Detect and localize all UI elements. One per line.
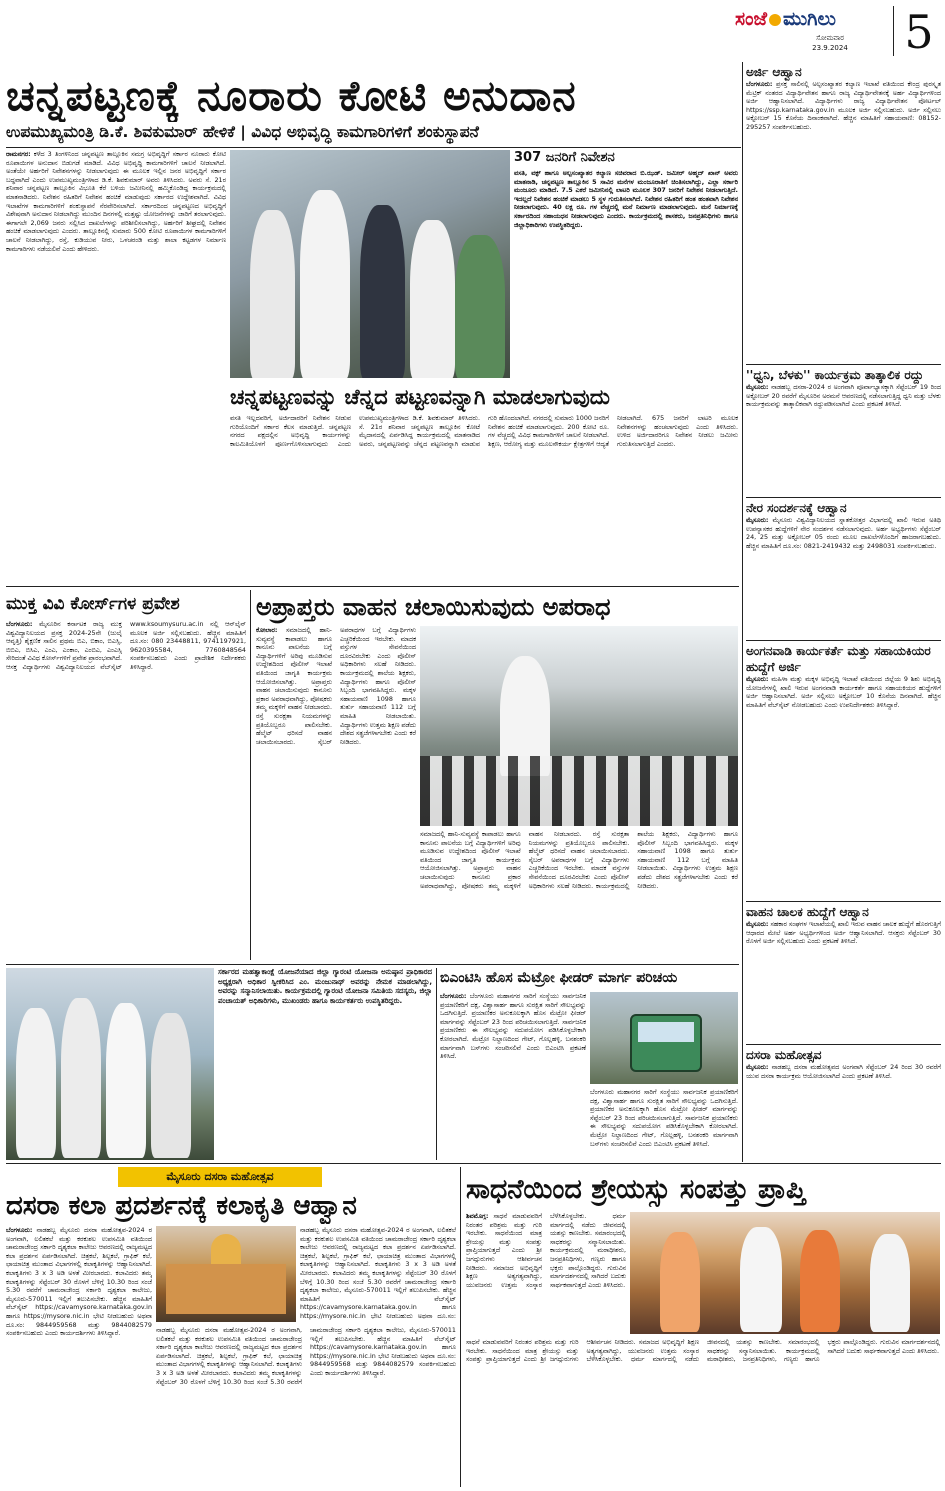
masthead xyxy=(735,4,941,60)
dasara-art-body-mid: ನಾಡಹಬ್ಬ ಮೈಸೂರು ದಸರಾ ಮಹೋತ್ಸವ-2024 ರ ಅಂಗವಾಗಿ, ಲಲಿತಕಲೆ ಮತ್ತು ಕರಕುಶಲ ಉಪಸಮಿತಿ ವತಿಯಿಂದ ಚಾಮರಾಜೇಂದ್ರ ಸರ್ಕಾರಿ ದೃಶ್ಯಕಲಾ ಕಾಲೇಜು ಆವರಣದಲ್ಲಿ ರಾಜ್ಯಮಟ್ಟದ ಕಲಾ ಪ್ರದರ್ಶನ ಏರ್ಪಡಿಸಲಾಗಿದೆ. ಚಿತ್ರಕಲೆ, ಶಿಲ್ಪಕಲೆ, ಗ್ರಾಫಿಕ್ ಕಲೆ, ಛಾಯಾಚಿತ್ರ ಮುಂತಾದ ವಿಭಾಗಗಳಲ್ಲಿ ಕಲಾಕೃತಿಗಳನ್ನು ಆಹ್ವಾನಿಸಲಾಗಿದೆ. ಕಲಾಕೃತಿಗಳು 3 x 3 ಅಡಿ ಅಳತೆ ಮೀರಬಾರದು. ಕಲಾವಿದರು ತಮ್ಮ ಕಲಾಕೃತಿಗಳನ್ನು ಸೆಪ್ಟೆಂಬರ್ 30 ರೊಳಗೆ ಬೆಳಿಗ್ಗೆ 10.30 ರಿಂದ ಸಂಜೆ 5.30 ರವರೆಗೆ ಚಾಮರಾಜೇಂದ್ರ ಸರ್ಕಾರಿ ದೃಶ್ಯಕಲಾ ಕಾಲೇಜು, ಮೈಸೂರು-570011 ಇಲ್ಲಿಗೆ ತಲುಪಿಸಬೇಕು. ಹೆಚ್ಚಿನ ಮಾಹಿತಿಗೆ ವೆಬ್‌ಸೈಟ್ https://cavamysore.karnataka.gov.in ಹಾಗೂ https://mysore.nic.in ಭೇಟಿ ನೀಡಬಹುದು ಅಥವಾ ದೂ.ಸಂ: xyxy=(300,1226,456,1320)
masthead-divider xyxy=(893,6,894,56)
lead-body xyxy=(6,150,226,582)
dasara-kicker: ಮೈಸೂರು: xyxy=(746,1063,769,1071)
photo-figure xyxy=(800,1230,840,1332)
photo-figure xyxy=(16,1008,56,1158)
metro-text: ಬೆಂಗಳೂರು ಮಹಾನಗರ ಸಾರಿಗೆ ಸಂಸ್ಥೆಯು ಸಾರ್ವಜನಿಕ ಪ್ರಯಾಣಿಕರಿಗೆ ದಕ್ಷ, ವಿಶ್ವಾಸಾರ್ಹ ಹಾಗೂ ಸುರಕ್ಷಿತ ಸಾರಿಗೆ ಸೌಲಭ್ಯವನ್ನು ಒದಗಿಸುತ್ತಿದೆ. ಪ್ರಯಾಣಿಕರ ಅನುಕೂಲಕ್ಕಾಗಿ ಹೊಸ ಮೆಟ್ರೋ ಫೀಡರ್ ಮಾರ್ಗವನ್ನು ಸೆಪ್ಟೆಂಬರ್ 23 ರಿಂದ ಪರಿಚಯಿಸಲಾಗುತ್ತಿದೆ. ಸಾರ್ವಜನಿಕ ಪ್ರಯಾಣಿಕರು ಈ ಸೌಲಭ್ಯವನ್ನು ಸದುಪಯೋಗ ಪಡಿಸಿಕೊಳ್ಳಬೇಕಾಗಿ ಕೋರಲಾಗಿದೆ. ಮೆಟ್ರೋ ನಿಲ್ದಾಣದಿಂದ ಗೇಟ್, ಗೊಲ್ಲಹಳ್ಳಿ, ಬನಶಂಕರಿ ಮಾರ್ಗವಾಗಿ ಬಸ್‌ಗಳು ಸಂಚರಿಸಲಿವೆ ಎಂದು ಬಿಎಂಟಿಸಿ ಪ್ರಕಟಣೆ ತಿಳಿಸಿದೆ. xyxy=(440,992,586,1061)
minor-driving-kicker: ಕೋಲಾರ: xyxy=(256,626,278,634)
minor-driving-photo xyxy=(420,626,738,826)
direct-interview-body xyxy=(746,516,941,550)
achievement-text: ಸಾಧನೆ ಮಾಡುವವರಿಗೆ ನಿರಂತರ ಪರಿಶ್ರಮ ಮತ್ತು ಗುರಿ ಇರಬೇಕು. ಸಾಧನೆಯಿಂದ ಮಾತ್ರ ಶ್ರೇಯಸ್ಸು ಮತ್ತು ಸಂಪತ್ತು ಪ್ರಾಪ್ತಿಯಾಗುತ್ತದೆ ಎಂದು ಶ್ರೀ ಜಗದ್ಗುರುಗಳು ಆಶೀರ್ವಚನ ನೀಡಿದರು. ಸಮಾಜದ ಅಭಿವೃದ್ಧಿಗೆ ಶಿಕ್ಷಣ ಅತ್ಯಗತ್ಯವಾಗಿದ್ದು, ಯುವಜನರು ಉತ್ತಮ ಸಂಸ್ಕಾರ ಬೆಳೆಸಿಕೊಳ್ಳಬೇಕು. ಧರ್ಮ ಮಾರ್ಗದಲ್ಲಿ ನಡೆದು ಜೀವನದಲ್ಲಿ ಯಶಸ್ಸು ಕಾಣಬೇಕು. ಸಮಾರಂಭದಲ್ಲಿ ಸಾಧಕರನ್ನು ಸನ್ಮಾನಿಸಲಾಯಿತು. ಕಾರ್ಯಕ್ರಮದಲ್ಲಿ ಮಠಾಧೀಶರು, ಜನಪ್ರತಿನಿಧಿಗಳು, ಗಣ್ಯರು ಹಾಗೂ ಭಕ್ತರು ಪಾಲ್ಗೊಂಡಿದ್ದರು. ಗುರುವಿನ ಮಾರ್ಗದರ್ಶನದಲ್ಲಿ ಸಾಗಿದರೆ ಬದುಕು ಸಾರ್ಥಕವಾಗುತ್ತದೆ ಎಂದು ತಿಳಿಸಿದರು. xyxy=(466,1212,626,1289)
anganwadi-title: ಅಂಗನವಾಡಿ ಕಾರ್ಯಕರ್ತೆ ಮತ್ತು ಸಹಾಯಕಿಯರ ಹುದ್ದೆಗೆ ಅರ್ಜಿ xyxy=(746,644,931,674)
photo-figure xyxy=(455,235,505,378)
bus-photo xyxy=(590,992,738,1084)
lead-photo xyxy=(230,150,510,378)
driver-post-text: ಸಹಕಾರ ಸಂಘಗಳ ಇಲಾಖೆಯಲ್ಲಿ ಖಾಲಿ ಇರುವ ವಾಹನ ಚಾಲಕ ಹುದ್ದೆಗೆ ಹೊರಗುತ್ತಿಗೆ ಆಧಾರದ ಮೇಲೆ ಅರ್ಹ ಅಭ್ಯರ್ಥಿಗಳಿಂದ ಅರ್ಜಿ ಆಹ್ವಾನಿಸಲಾಗಿದೆ. ಆಸಕ್ತರು ಸೆಪ್ಟೆಂಬರ್ 30 ರೊಳಗೆ ಅರ್ಜಿ ಸಲ್ಲಿಸಬಹುದು ಎಂದು ಪ್ರಕಟಣೆ ತಿಳಿಸಿದೆ. xyxy=(746,920,941,946)
program-cancelled-title: ''ಧ್ವನಿ, ಬೆಳಕು'' ಕಾರ್ಯಕ್ರಮ ತಾತ್ಕಾಲಿಕ ರದ್ದು xyxy=(746,368,924,382)
caption-photo xyxy=(6,968,214,1160)
lead-rule xyxy=(6,147,741,148)
dasara-art-text: ನಾಡಹಬ್ಬ ಮೈಸೂರು ದಸರಾ ಮಹೋತ್ಸವ-2024 ರ ಅಂಗವಾಗಿ, ಲಲಿತಕಲೆ ಮತ್ತು ಕರಕುಶಲ ಉಪಸಮಿತಿ ವತಿಯಿಂದ ಚಾಮರಾಜೇಂದ್ರ ಸರ್ಕಾರಿ ದೃಶ್ಯಕಲಾ ಕಾಲೇಜು ಆವರಣದಲ್ಲಿ ರಾಜ್ಯಮಟ್ಟದ ಕಲಾ ಪ್ರದರ್ಶನ ಏರ್ಪಡಿಸಲಾಗಿದೆ. ಚಿತ್ರಕಲೆ, ಶಿಲ್ಪಕಲೆ, ಗ್ರಾಫಿಕ್ ಕಲೆ, ಛಾಯಾಚಿತ್ರ ಮುಂತಾದ ವಿಭಾಗಗಳಲ್ಲಿ ಕಲಾಕೃತಿಗಳನ್ನು ಆಹ್ವಾನಿಸಲಾಗಿದೆ. ಕಲಾಕೃತಿಗಳು 3 x 3 ಅಡಿ ಅಳತೆ ಮೀರಬಾರದು. ಕಲಾವಿದರು ತಮ್ಮ ಕಲಾಕೃತಿಗಳನ್ನು ಸೆಪ್ಟೆಂಬರ್ 30 ರೊಳಗೆ ಬೆಳಿಗ್ಗೆ 10.30 ರಿಂದ ಸಂಜೆ 5.30 ರವರೆಗೆ ಚಾಮರಾಜೇಂದ್ರ ಸರ್ಕಾರಿ ದೃಶ್ಯಕಲಾ ಕಾಲೇಜು, ಮೈಸೂರು-570011 ಇಲ್ಲಿಗೆ ತಲುಪಿಸಬೇಕು. ಹೆಚ್ಚಿನ ಮಾಹಿತಿಗೆ ವೆಬ್‌ಸೈಟ್ https://cavamysore.karnataka.gov.in ಹಾಗೂ https://mysore.nic.in ಭೇಟಿ ನೀಡಬಹುದು ಅಥವಾ ದೂ.ಸಂ: 9844959568 ಮತ್ತು 9844082579 ಸಂಪರ್ಕಿಸಬಹುದು ಎಂದು ಕಾರ್ಯದರ್ಶಿಗಳು ತಿಳಿಸಿದ್ದಾರೆ. xyxy=(6,1226,152,1338)
secondary-headline: ಚನ್ನಪಟ್ಟಣವನ್ನು ಚೆನ್ನದ ಪಟ್ಟಣವನ್ನಾಗಿ ಮಾಡಲಾಗುವುದು xyxy=(230,385,610,409)
direct-interview-text: ಮೈಸೂರು ವಿಶ್ವವಿದ್ಯಾನಿಲಯದ ಸ್ನಾತಕೋತ್ತರ ವಿಭಾಗದಲ್ಲಿ ಖಾಲಿ ಇರುವ ಅತಿಥಿ ಉಪನ್ಯಾಸಕರ ಹುದ್ದೆಗಳಿಗೆ ನೇರ ಸಂದರ್ಶನ ನಡೆಸಲಾಗುವುದು. ಅರ್ಹ ಅಭ್ಯರ್ಥಿಗಳು ಸೆಪ್ಟೆಂಬರ್ 24, 25 ಮತ್ತು ಅಕ್ಟೋಬರ್ 05 ರಂದು ಮೂಲ ದಾಖಲೆಗಳೊಂದಿಗೆ ಹಾಜರಾಗಬಹುದು. ಹೆಚ್ಚಿನ ಮಾಹಿತಿಗೆ ದೂ.ಸಂ: 0821-2419432 ಮತ್ತು 2498031 ಸಂಪರ್ಕಿಸಬಹುದು. xyxy=(746,516,941,550)
direct-interview-box xyxy=(746,497,941,640)
applications-kicker: ಬೆಂಗಳೂರು: xyxy=(746,80,773,88)
direct-interview-kicker: ಮೈಸೂರು: xyxy=(746,516,769,524)
bus-icon xyxy=(630,1014,702,1072)
secondary-body: ವಸತಿ ಇಲ್ಲದವರಿಗೆ, ಅರ್ಜಿದಾರರಿಗೆ ನಿವೇಶನ ನೀಡುವ ಗುರಿಯೊಂದಿಗೆ ಸರ್ಕಾರ ಕೆಲಸ ಮಾಡುತ್ತಿದೆ. ಚನ್ನಪಟ್ಟಣ ನಗರದ ಪಕ್ಷದಲ್ಲಿನ ಅಭಿವೃದ್ಧಿ ಕಾರ್ಯಗಳನ್ನು ಕಾಲಮಿತಿಯೊಳಗೆ ಪೂರ್ಣಗೊಳಿಸಲಾಗುವುದು ಎಂದು ಉಪಮುಖ್ಯಮಂತ್ರಿಗಳಾದ ಡಿ.ಕೆ. ಶಿವಕುಮಾರ್ ತಿಳಿಸಿದರು. ಸೆ. 21ರ ಶನಿವಾರ ಚನ್ನಪಟ್ಟಣ ತಾಲ್ಲೂಕಿನ ಕೋಟೆ ಮೈದಾನದಲ್ಲಿ ಏರ್ಪಡಿಸಿದ್ದ ಕಾರ್ಯಕ್ರಮದಲ್ಲಿ ಮಾತನಾಡಿದ ಅವರು, ಚನ್ನಪಟ್ಟಣವನ್ನು ಚೆನ್ನದ ಪಟ್ಟಣವನ್ನಾಗಿ ಮಾಡುವ ಗುರಿ ಹೊಂದಲಾಗಿದೆ. ನಗರದಲ್ಲಿ ಸುಮಾರು 1000 ಜನರಿಗೆ ನಿವೇಶನ ಹಂಚಿಕೆ ಮಾಡಲಾಗುವುದು. 200 ಕೋಟಿ ರೂ. ಗಳ ವೆಚ್ಚದಲ್ಲಿ ವಿವಿಧ ಕಾಮಗಾರಿಗಳಿಗೆ ಚಾಲನೆ ನೀಡಲಾಗಿದೆ. ಶಿಕ್ಷಣ, ಆರೋಗ್ಯ ಮತ್ತು ಮೂಲಸೌಕರ್ಯ ಕ್ಷೇತ್ರಗಳಿಗೆ ಆದ್ಯತೆ ನೀಡಲಾಗಿದೆ. 675 ಜನರಿಗೆ ಲಾಟರಿ ಮೂಲಕ ನಿವೇಶನಗಳನ್ನು ಹಂಚಲಾಗುವುದು ಎಂದು ತಿಳಿಸಿದರು. ಉಳಿದ ಅರ್ಜಿದಾರರಿಗೂ ನಿವೇಶನ ನೀಡಲು ಜಮೀನು ಗುರುತಿಸಲಾಗುತ್ತಿದೆ ಎಂದರು. xyxy=(230,414,738,448)
minor-driving-body-right: ಸಮಾಜದಲ್ಲಿ ಹಾನಿ-ಸುವ್ಯವಸ್ಥೆ ಕಾಪಾಡಲು ಹಾಗೂ ಕಾನೂನು ಪಾಲನೆಯ ಬಗ್ಗೆ ವಿದ್ಯಾರ್ಥಿಗಳಿಗೆ ಅರಿವು ಮೂಡಿಸುವ ಉದ್ದೇಶದಿಂದ ಪೊಲೀಸ್ ಇಲಾಖೆ ವತಿಯಿಂದ ಜಾಗೃತಿ ಕಾರ್ಯಕ್ರಮ ಆಯೋಜಿಸಲಾಗಿತ್ತು. ಅಪ್ರಾಪ್ತರು ವಾಹನ ಚಲಾಯಿಸುವುದು ಕಾನೂನು ಪ್ರಕಾರ ಅಪರಾಧವಾಗಿದ್ದು, ಪೋಷಕರು ತಮ್ಮ ಮಕ್ಕಳಿಗೆ ವಾಹನ ನೀಡಬಾರದು. ರಸ್ತೆ ಸುರಕ್ಷತಾ ನಿಯಮಗಳನ್ನು ಪ್ರತಿಯೊಬ್ಬರೂ ಪಾಲಿಸಬೇಕು. ಹೆಲ್ಮೆಟ್ ಧರಿಸದೆ ವಾಹನ ಚಲಾಯಿಸಬಾರದು. ಸೈಬರ್ ಅಪರಾಧಗಳ ಬಗ್ಗೆ ವಿದ್ಯಾರ್ಥಿಗಳು ಎಚ್ಚರಿಕೆಯಿಂದ ಇರಬೇಕು. ಮಾದಕ ವಸ್ತುಗಳ ಸೇವನೆಯಿಂದ ದೂರವಿರಬೇಕು ಎಂದು ಪೊಲೀಸ್ ಅಧಿಕಾರಿಗಳು ಸಲಹೆ ನೀಡಿದರು. ಕಾರ್ಯಕ್ರಮದಲ್ಲಿ ಶಾಲೆಯ ಶಿಕ್ಷಕರು, ವಿದ್ಯಾರ್ಥಿಗಳು ಹಾಗೂ ಪೊಲೀಸ್ ಸಿಬ್ಬಂದಿ ಭಾಗವಹಿಸಿದ್ದರು. ಮಕ್ಕಳ ಸಹಾಯವಾಣಿ 1098 ಹಾಗೂ ತುರ್ತು ಸಹಾಯವಾಣಿ 112 ಬಗ್ಗೆ ಮಾಹಿತಿ ನೀಡಲಾಯಿತು. ವಿದ್ಯಾರ್ಥಿಗಳು ಉತ್ತಮ ಶಿಕ್ಷಣ ಪಡೆದು ದೇಶದ ಸತ್ಪ್ರಜೆಗಳಾಗಬೇಕು ಎಂದು ಕರೆ ನೀಡಿದರು. xyxy=(420,830,738,890)
dasara-title: ದಸರಾ ಮಹೋತ್ಸವ xyxy=(746,1048,822,1062)
right-column xyxy=(746,64,941,1164)
masthead-logo xyxy=(735,6,885,32)
open-university-body xyxy=(6,620,246,960)
logo-part2: ಮುಗಿಲು xyxy=(783,8,836,30)
achievement-body-top xyxy=(466,1212,626,1334)
photo-figure xyxy=(740,1227,782,1332)
photo-figure xyxy=(660,1232,700,1332)
right-column-divider xyxy=(742,62,743,1162)
direct-interview-title: ನೇರ ಸಂದರ್ಶನಕ್ಕೆ ಆಹ್ವಾನ xyxy=(746,501,847,515)
minor-driving-text: ಸಮಾಜದಲ್ಲಿ ಹಾನಿ-ಸುವ್ಯವಸ್ಥೆ ಕಾಪಾಡಲು ಹಾಗೂ ಕಾನೂನು ಪಾಲನೆಯ ಬಗ್ಗೆ ವಿದ್ಯಾರ್ಥಿಗಳಿಗೆ ಅರಿವು ಮೂಡಿಸುವ ಉದ್ದೇಶದಿಂದ ಪೊಲೀಸ್ ಇಲಾಖೆ ವತಿಯಿಂದ ಜಾಗೃತಿ ಕಾರ್ಯಕ್ರಮ ಆಯೋಜಿಸಲಾಗಿತ್ತು. ಅಪ್ರಾಪ್ತರು ವಾಹನ ಚಲಾಯಿಸುವುದು ಕಾನೂನು ಪ್ರಕಾರ ಅಪರಾಧವಾಗಿದ್ದು, ಪೋಷಕರು ತಮ್ಮ ಮಕ್ಕಳಿಗೆ ವಾಹನ ನೀಡಬಾರದು. ರಸ್ತೆ ಸುರಕ್ಷತಾ ನಿಯಮಗಳನ್ನು ಪ್ರತಿಯೊಬ್ಬರೂ ಪಾಲಿಸಬೇಕು. ಹೆಲ್ಮೆಟ್ ಧರಿಸದೆ ವಾಹನ ಚಲಾಯಿಸಬಾರದು. ಸೈಬರ್ ಅಪರಾಧಗಳ ಬಗ್ಗೆ ವಿದ್ಯಾರ್ಥಿಗಳು ಎಚ್ಚರಿಕೆಯಿಂದ ಇರಬೇಕು. ಮಾದಕ ವಸ್ತುಗಳ ಸೇವನೆಯಿಂದ ದೂರವಿರಬೇಕು ಎಂದು ಪೊಲೀಸ್ ಅಧಿಕಾರಿಗಳು ಸಲಹೆ ನೀಡಿದರು. ಕಾರ್ಯಕ್ರಮದಲ್ಲಿ ಶಾಲೆಯ ಶಿಕ್ಷಕರು, ವಿದ್ಯಾರ್ಥಿಗಳು ಹಾಗೂ ಪೊಲೀಸ್ ಸಿಬ್ಬಂದಿ ಭಾಗವಹಿಸಿದ್ದರು. ಮಕ್ಕಳ ಸಹಾಯವಾಣಿ 1098 ಹಾಗೂ ತುರ್ತು ಸಹಾಯವಾಣಿ 112 ಬಗ್ಗೆ ಮಾಹಿತಿ ನೀಡಲಾಯಿತು. ವಿದ್ಯಾರ್ಥಿಗಳು ಉತ್ತಮ ಶಿಕ್ಷಣ ಪಡೆದು ದೇಶದ ಸತ್ಪ್ರಜೆಗಳಾಗಬೇಕು ಎಂದು ಕರೆ ನೀಡಿದರು. xyxy=(256,626,416,746)
sidebar-title: 307 ಜನರಿಗೆ ನಿವೇಶನ xyxy=(514,150,615,165)
program-cancelled-box xyxy=(746,364,941,497)
section-rule xyxy=(6,586,739,587)
section-rule xyxy=(6,1163,941,1164)
achievement-headline: ಸಾಧನೆಯಿಂದ ಶ್ರೇಯಸ್ಸು ಸಂಪತ್ತು ಪ್ರಾಪ್ತಿ xyxy=(466,1174,806,1205)
achievement-photo xyxy=(630,1212,940,1334)
palace-body xyxy=(166,1264,286,1314)
palace-dome-icon xyxy=(211,1234,241,1264)
sun-icon xyxy=(769,14,781,26)
photo-figure xyxy=(870,1234,910,1332)
sidebar-body: ವಸತಿ, ವಕ್ಫ್ ಹಾಗೂ ಅಲ್ಪಸಂಖ್ಯಾತರ ಕಲ್ಯಾಣ ಸಚಿವರಾದ ಬಿ.ಝಡ್. ಜಮೀರ್ ಅಹ್ಮದ್ ಖಾನ್ ಅವರು ಮಾತನಾಡಿ, ಚನ್ನಪಟ್ಟಣ ತಾಲ್ಲೂಕಿನ 5 ಸಾವಿರ ಮನೆಗಳ ಮಂಜೂರಾತಿಗೆ ಚಿಂತಿಸಲಾಗಿದ್ದು, ಎಲ್ಲಾ ಸರ್ಕಾರಿ ಮಂಜೂರು ಮಾಡಿದೆ. 7.5 ಎಕರೆ ಜಮೀನಿನಲ್ಲಿ ಲಾಟರಿ ಮೂಲಕ 307 ಜನರಿಗೆ ನಿವೇಶನ ನೀಡಲಾಗುತ್ತಿದೆ. ಇದಲ್ಲದೆ ನಿವೇಶನ ಹಂಚಿಕೆ ಮಾಡಲು 5 ಸ್ಥಳ ಗುರುತಿಸಲಾಗಿದೆ. ನಿವೇಶನ ರಹಿತರಿಗೆ ಹಂತ ಹಂತವಾಗಿ ನಿವೇಶನ ನೀಡಲಾಗುವುದು. 40 ಲಕ್ಷ ರೂ. ಗಳ ವೆಚ್ಚದಲ್ಲಿ ಮನೆ ನಿರ್ಮಾಣ ಮಾಡಲಾಗುವುದು. ಮನೆ ನಿರ್ಮಾಣಕ್ಕೆ ಸರ್ಕಾರದಿಂದ ಸಹಾಯಧನ ನೀಡಲಾಗುವುದು ಎಂದರು. ಕಾರ್ಯಕ್ರಮದಲ್ಲಿ ಶಾಸಕರು, ಜನಪ್ರತಿನಿಧಿಗಳು ಹಾಗೂ ಜಿಲ್ಲಾಧಿಕಾರಿಗಳು ಉಪಸ್ಥಿತರಿದ್ದರು. xyxy=(514,169,738,229)
students-row xyxy=(420,756,738,826)
dasara-strap: ಮೈಸೂರು ದಸರಾ ಮಹೋತ್ಸವ xyxy=(118,1167,322,1187)
page-number: 5 xyxy=(904,5,934,59)
dasara-art-headline: ದಸರಾ ಕಲಾ ಪ್ರದರ್ಶನಕ್ಕೆ ಕಲಾಕೃತಿ ಆಹ್ವಾನ xyxy=(6,1191,357,1221)
metro-body-right: ಬೆಂಗಳೂರು ಮಹಾನಗರ ಸಾರಿಗೆ ಸಂಸ್ಥೆಯು ಸಾರ್ವಜನಿಕ ಪ್ರಯಾಣಿಕರಿಗೆ ದಕ್ಷ, ವಿಶ್ವಾಸಾರ್ಹ ಹಾಗೂ ಸುರಕ್ಷಿತ ಸಾರಿಗೆ ಸೌಲಭ್ಯವನ್ನು ಒದಗಿಸುತ್ತಿದೆ. ಪ್ರಯಾಣಿಕರ ಅನುಕೂಲಕ್ಕಾಗಿ ಹೊಸ ಮೆಟ್ರೋ ಫೀಡರ್ ಮಾರ್ಗವನ್ನು ಸೆಪ್ಟೆಂಬರ್ 23 ರಿಂದ ಪರಿಚಯಿಸಲಾಗುತ್ತಿದೆ. ಸಾರ್ವಜನಿಕ ಪ್ರಯಾಣಿಕರು ಈ ಸೌಲಭ್ಯವನ್ನು ಸದುಪಯೋಗ ಪಡಿಸಿಕೊಳ್ಳಬೇಕಾಗಿ ಕೋರಲಾಗಿದೆ. ಮೆಟ್ರೋ ನಿಲ್ದಾಣದಿಂದ ಗೇಟ್, ಗೊಲ್ಲಹಳ್ಳಿ, ಬನಶಂಕರಿ ಮಾರ್ಗವಾಗಿ ಬಸ್‌ಗಳು ಸಂಚರಿಸಲಿವೆ ಎಂದು ಬಿಎಂಟಿಸಿ ಪ್ರಕಟಣೆ ತಿಳಿಸಿದೆ. xyxy=(590,1088,738,1148)
achievement-body-bottom: ಸಾಧನೆ ಮಾಡುವವರಿಗೆ ನಿರಂತರ ಪರಿಶ್ರಮ ಮತ್ತು ಗುರಿ ಇರಬೇಕು. ಸಾಧನೆಯಿಂದ ಮಾತ್ರ ಶ್ರೇಯಸ್ಸು ಮತ್ತು ಸಂಪತ್ತು ಪ್ರಾಪ್ತಿಯಾಗುತ್ತದೆ ಎಂದು ಶ್ರೀ ಜಗದ್ಗುರುಗಳು ಆಶೀರ್ವಚನ ನೀಡಿದರು. ಸಮಾಜದ ಅಭಿವೃದ್ಧಿಗೆ ಶಿಕ್ಷಣ ಅತ್ಯಗತ್ಯವಾಗಿದ್ದು, ಯುವಜನರು ಉತ್ತಮ ಸಂಸ್ಕಾರ ಬೆಳೆಸಿಕೊಳ್ಳಬೇಕು. ಧರ್ಮ ಮಾರ್ಗದಲ್ಲಿ ನಡೆದು ಜೀವನದಲ್ಲಿ ಯಶಸ್ಸು ಕಾಣಬೇಕು. ಸಮಾರಂಭದಲ್ಲಿ ಸಾಧಕರನ್ನು ಸನ್ಮಾನಿಸಲಾಯಿತು. ಕಾರ್ಯಕ್ರಮದಲ್ಲಿ ಮಠಾಧೀಶರು, ಜನಪ್ರತಿನಿಧಿಗಳು, ಗಣ್ಯರು ಹಾಗೂ ಭಕ್ತರು ಪಾಲ್ಗೊಂಡಿದ್ದರು. ಗುರುವಿನ ಮಾರ್ಗದರ್ಶನದಲ್ಲಿ ಸಾಗಿದರೆ ಬದುಕು ಸಾರ್ಥಕವಾಗುತ್ತದೆ ಎಂದು ತಿಳಿಸಿದರು. xyxy=(466,1338,940,1364)
achievement-kicker: ಶಿವಮೊಗ್ಗ: xyxy=(466,1212,489,1220)
photo-figure xyxy=(250,210,295,378)
metro-body-left xyxy=(440,992,586,1160)
minor-driving-body-left xyxy=(256,626,416,960)
applications-text: ಪ್ರಸಕ್ತ ಸಾಲಿನಲ್ಲಿ ಅಲ್ಪಸಂಖ್ಯಾತರ ಕಲ್ಯಾಣ ಇಲಾಖೆ ವತಿಯಿಂದ ಕೇಂದ್ರ ಪುರಸ್ಕೃತ ಮೆಟ್ರಿಕ್ ನಂತರದ ವಿದ್ಯಾರ್ಥಿವೇತನ ಹಾಗೂ ರಾಜ್ಯ ವಿದ್ಯಾರ್ಥಿವೇತನಕ್ಕೆ ಅರ್ಹ ವಿದ್ಯಾರ್ಥಿಗಳಿಂದ ಅರ್ಜಿ ಆಹ್ವಾನಿಸಲಾಗಿದೆ. ವಿದ್ಯಾರ್ಥಿಗಳು ರಾಜ್ಯ ವಿದ್ಯಾರ್ಥಿವೇತನ ಪೋರ್ಟಲ್ https://ssp.karnataka.gov.in ಮೂಲಕ ಅರ್ಜಿ ಸಲ್ಲಿಸಬಹುದು. ಅರ್ಜಿ ಸಲ್ಲಿಸಲು ಅಕ್ಟೋಬರ್ 15 ಕೊನೆಯ ದಿನಾಂಕವಾಗಿದೆ. ಹೆಚ್ಚಿನ ಮಾಹಿತಿಗೆ ಸಹಾಯವಾಣಿ: 08152-295257 ಸಂಪರ್ಕಿಸಬಹುದು. xyxy=(746,80,941,131)
photo-figure xyxy=(410,220,455,378)
applications-title: ಅರ್ಜಿ ಆಹ್ವಾನ xyxy=(746,65,802,79)
program-cancelled-body xyxy=(746,383,941,409)
program-cancelled-text: ನಾಡಹಬ್ಬ ದಸರಾ-2024 ರ ಅಂಗವಾಗಿ ಪೂರ್ವಾಭ್ಯಾಸಕ್ಕಾಗಿ ಸೆಪ್ಟೆಂಬರ್ 19 ರಿಂದ ಅಕ್ಟೋಬರ್ 20 ರವರೆಗೆ ಮೈಸೂರಿನ ಅರಮನೆ ಆವರಣದಲ್ಲಿ ನಡೆಸಲಾಗುತ್ತಿದ್ದ ಧ್ವನಿ ಮತ್ತು ಬೆಳಕು ಕಾರ್ಯಕ್ರಮವನ್ನು ತಾತ್ಕಾಲಿಕವಾಗಿ ರದ್ದುಪಡಿಸಲಾಗಿದೆ ಎಂದು ಪ್ರಕಟಣೆ ತಿಳಿಸಿದೆ. xyxy=(746,383,941,409)
column-divider xyxy=(250,590,251,960)
lead-subheadline: ಉಪಮುಖ್ಯಮಂತ್ರಿ ಡಿ.ಕೆ. ಶಿವಕುಮಾರ್ ಹೇಳಿಕೆ | ವಿವಿಧ ಅಭಿವೃದ್ಧಿ ಕಾಮಗಾರಿಗಳಿಗೆ ಶಂಕುಸ್ಥಾಪನೆ xyxy=(6,123,479,141)
caption-body: ಸರ್ಕಾರದ ಮಹತ್ವಾಕಾಂಕ್ಷೆ ಯೋಜನೆಯಾದ ಜಿಲ್ಲಾ ಗ್ಯಾರಂಟಿ ಯೋಜನಾ ಅನುಷ್ಠಾನ ಪ್ರಾಧಿಕಾರದ ಅಧ್ಯಕ್ಷರಾಗಿ ಅಧಿಕಾರ ಸ್ವೀಕರಿಸಿದ ಎಂ. ಮಂಜುನಾಥ್ ಅವರನ್ನು ನೇಮಕ ಮಾಡಲಾಗಿದ್ದು, ಅವರನ್ನು ಸನ್ಮಾನಿಸಲಾಯಿತು. ಕಾರ್ಯಕ್ರಮದಲ್ಲಿ ಗ್ಯಾರಂಟಿ ಯೋಜನಾ ಸಮಿತಿಯ ಸದಸ್ಯರು, ಜಿಲ್ಲಾ ಪಂಚಾಯತ್ ಅಧಿಕಾರಿಗಳು, ಮುಖಂಡರು ಹಾಗೂ ಕಾರ್ಯಕರ್ತರು ಉಪಸ್ಥಿತರಿದ್ದರು. xyxy=(218,968,432,1005)
palace-photo xyxy=(156,1226,296,1322)
lead-headline: ಚನ್ನಪಟ್ಟಣಕ್ಕೆ ನೂರಾರು ಕೋಟಿ ಅನುದಾನ xyxy=(6,71,577,120)
anganwadi-body xyxy=(746,675,941,709)
dasara-art-body-bottom: ನಾಡಹಬ್ಬ ಮೈಸೂರು ದಸರಾ ಮಹೋತ್ಸವ-2024 ರ ಅಂಗವಾಗಿ, ಲಲಿತಕಲೆ ಮತ್ತು ಕರಕುಶಲ ಉಪಸಮಿತಿ ವತಿಯಿಂದ ಚಾಮರಾಜೇಂದ್ರ ಸರ್ಕಾರಿ ದೃಶ್ಯಕಲಾ ಕಾಲೇಜು ಆವರಣದಲ್ಲಿ ರಾಜ್ಯಮಟ್ಟದ ಕಲಾ ಪ್ರದರ್ಶನ ಏರ್ಪಡಿಸಲಾಗಿದೆ. ಚಿತ್ರಕಲೆ, ಶಿಲ್ಪಕಲೆ, ಗ್ರಾಫಿಕ್ ಕಲೆ, ಛಾಯಾಚಿತ್ರ ಮುಂತಾದ ವಿಭಾಗಗಳಲ್ಲಿ ಕಲಾಕೃತಿಗಳನ್ನು ಆಹ್ವಾನಿಸಲಾಗಿದೆ. ಕಲಾಕೃತಿಗಳು 3 x 3 ಅಡಿ ಅಳತೆ ಮೀರಬಾರದು. ಕಲಾವಿದರು ತಮ್ಮ ಕಲಾಕೃತಿಗಳನ್ನು ಸೆಪ್ಟೆಂಬರ್ 30 ರೊಳಗೆ ಬೆಳಿಗ್ಗೆ 10.30 ರಿಂದ ಸಂಜೆ 5.30 ರವರೆಗೆ ಚಾಮರಾಜೇಂದ್ರ ಸರ್ಕಾರಿ ದೃಶ್ಯಕಲಾ ಕಾಲೇಜು, ಮೈಸೂರು-570011 ಇಲ್ಲಿಗೆ ತಲುಪಿಸಬೇಕು. ಹೆಚ್ಚಿನ ಮಾಹಿತಿಗೆ ವೆಬ್‌ಸೈಟ್ https://cavamysore.karnataka.gov.in ಹಾಗೂ https://mysore.nic.in ಭೇಟಿ ನೀಡಬಹುದು ಅಥವಾ ದೂ.ಸಂ: 9844959568 ಮತ್ತು 9844082579 ಸಂಪರ್ಕಿಸಬಹುದು ಎಂದು ಕಾರ್ಯದರ್ಶಿಗಳು ತಿಳಿಸಿದ್ದಾರೆ. xyxy=(156,1326,456,1386)
applications-box xyxy=(746,64,941,364)
photo-figure xyxy=(61,998,101,1158)
dasara-box xyxy=(746,1044,941,1127)
metro-headline: ಬಿಎಂಟಿಸಿ ಹೊಸ ಮೆಟ್ರೋ ಫೀಡರ್ ಮಾರ್ಗ ಪರಿಚಯ xyxy=(440,970,678,986)
column-divider xyxy=(436,968,437,1160)
metro-kicker: ಬೆಂಗಳೂರು: xyxy=(440,992,467,1000)
open-university-headline: ಮುಕ್ತ ವಿವಿ ಕೋರ್ಸ್‌ಗಳ ಪ್ರವೇಶ xyxy=(6,594,180,614)
open-university-kicker: ಬೆಂಗಳೂರು: xyxy=(6,620,33,628)
driver-post-kicker: ಮೈಸೂರು: xyxy=(746,920,769,928)
driver-post-title: ವಾಹನ ಚಾಲಕ ಹುದ್ದೆಗೆ ಆಹ್ವಾನ xyxy=(746,905,869,919)
open-university-text: ಮೈಸೂರಿನ ಕರ್ನಾಟಕ ರಾಜ್ಯ ಮುಕ್ತ ವಿಶ್ವವಿದ್ಯಾನಿಲಯದ ಪ್ರಸಕ್ತ 2024-25ನೇ (ಜುಲೈ ಆವೃತ್ತಿ) ಶೈಕ್ಷಣಿಕ ಸಾಲಿನ ಪ್ರಥಮ ಬಿಎ, ಬಿಕಾಂ, ಬಿಎಸ್ಸಿ, ಬಿಬಿಎ, ಬಿಸಿಎ, ಎಂಎ, ಎಂಕಾಂ, ಎಂಬಿಎ, ಎಂಎಸ್ಸಿ ಸೇರಿದಂತೆ ವಿವಿಧ ಕೋರ್ಸ್‌ಗಳಿಗೆ ಪ್ರವೇಶ ಪ್ರಾರಂಭವಾಗಿದೆ. ಆಸಕ್ತ ವಿದ್ಯಾರ್ಥಿಗಳು ವಿಶ್ವವಿದ್ಯಾನಿಲಯದ ವೆಬ್‌ಸೈಟ್ www.ksoumysuru.ac.in ನಲ್ಲಿ ಆನ್‌ಲೈನ್ ಮೂಲಕ ಅರ್ಜಿ ಸಲ್ಲಿಸಬಹುದು. ಹೆಚ್ಚಿನ ಮಾಹಿತಿಗೆ ದೂ.ಸಂ: 080 23448811, 9741197921, 9620395584, 7760848564 ಸಂಪರ್ಕಿಸಬಹುದು ಎಂದು ಪ್ರಾದೇಶಿಕ ನಿರ್ದೇಶಕರು ತಿಳಿಸಿದ್ದಾರೆ. xyxy=(6,620,246,671)
dasara-body xyxy=(746,1063,941,1080)
anganwadi-box xyxy=(746,640,941,901)
photo-figure xyxy=(360,205,405,378)
driver-post-box xyxy=(746,901,941,1044)
lead-kicker: ರಾಮನಗರ: xyxy=(6,150,31,158)
applications-body xyxy=(746,80,941,132)
logo-part1: ಸಂಜೆ xyxy=(735,8,768,30)
photo-figure xyxy=(300,190,350,378)
masthead-date: 23.9.2024 xyxy=(812,44,848,52)
minor-driving-headline: ಅಪ್ರಾಪ್ತರು ವಾಹನ ಚಲಾಯಿಸುವುದು ಅಪರಾಧ xyxy=(256,593,611,621)
lead-sidebar xyxy=(514,150,738,378)
photo-figure xyxy=(151,1013,191,1158)
section-rule xyxy=(6,964,739,965)
lead-body-text: ಕಳೆದ 3 ತಿಂಗಳಿನಿಂದ ಚನ್ನಪಟ್ಟಣ ತಾಲ್ಲೂಕಿನ ಸಮಗ್ರ ಅಭಿವೃದ್ಧಿಗೆ ಸರ್ಕಾರ ನೂರಾರು ಕೋಟಿ ರೂಪಾಯಿಗಳ ಅನುದಾನ ಬಿಡುಗಡೆ ಮಾಡಿದೆ. ವಿವಿಧ ಅಭಿವೃದ್ಧಿ ಕಾಮಗಾರಿಗಳಿಗೆ ಚಾಲನೆ ನೀಡಲಾಗಿದೆ. ಅಂತೆಯೇ ಅರ್ಹರಿಗೆ ನಿವೇಶನಗಳನ್ನು ನೀಡಲಾಗುವುದು ಈ ಮೂಲಕ ಇಲ್ಲಿನ ಜನರ ಅಭಿವೃದ್ಧಿಗೆ ಸರ್ಕಾರ ಬದ್ಧವಾಗಿದೆ ಎಂದು ಉಪಮುಖ್ಯಮಂತ್ರಿಗಳಾದ ಡಿ.ಕೆ. ಶಿವಕುಮಾರ್ ಅವರು ತಿಳಿಸಿದರು. ಅವರು ಸೆ. 21ರ ಶನಿವಾರ ಚನ್ನಪಟ್ಟಣ ತಾಲ್ಲೂಕಿನ ವಿಭೂತಿ ಕೆರೆ ಬಳಿಯ ಜಮೀನಿನಲ್ಲಿ ಹಮ್ಮಿಕೊಂಡಿದ್ದ ಕಾರ್ಯಕ್ರಮದಲ್ಲಿ ಮಾತನಾಡಿದರು. ನಿವೇಶನ ರಹಿತರಿಗೆ ನಿವೇಶನ ಹಂಚಿಕೆ ಮಾಡುವುದು ಸರ್ಕಾರದ ಉದ್ದೇಶವಾಗಿದೆ. ವಿವಿಧ ಇಲಾಖೆಗಳ ಕಾಮಗಾರಿಗಳಿಗೆ ಶಂಕುಸ್ಥಾಪನೆ ನೆರವೇರಿಸಲಾಗಿದೆ. ಸರ್ಕಾರದಿಂದ ಚನ್ನಪಟ್ಟಣದ ಅಭಿವೃದ್ಧಿಗೆ ವಿಶೇಷವಾಗಿ ಅನುದಾನ ನೀಡಲಾಗಿದ್ದು ಮುಂದಿನ ದಿನಗಳಲ್ಲಿ ಮತ್ತಷ್ಟು ಯೋಜನೆಗಳನ್ನು ಜಾರಿಗೆ ತರಲಾಗುವುದು. ಈಗಾಗಲೇ 2,069 ಜನರು ಸಲ್ಲಿಸಿದ ದಾಖಲೆಗಳನ್ನು ಪರಿಶೀಲಿಸಲಾಗಿದ್ದು, ಅರ್ಹರಿಗೆ ಶೀಘ್ರದಲ್ಲಿ ನಿವೇಶನ ಹಂಚಿಕೆ ಮಾಡಲಾಗುವುದು ಎಂದರು. ತಾಲ್ಲೂಕಿನಲ್ಲಿ ಸುಮಾರು 500 ಕೋಟಿ ರೂಪಾಯಿಗಳ ಕಾಮಗಾರಿಗಳಿಗೆ ಚಾಲನೆ ನೀಡಲಾಗಿದ್ದು, ರಸ್ತೆ, ಕುಡಿಯುವ ನೀರು, ಒಳಚರಂಡಿ ಮತ್ತು ಶಾಲಾ ಕಟ್ಟಡಗಳ ನಿರ್ಮಾಣ ಕಾಮಗಾರಿಗಳು ನಡೆಯಲಿವೆ ಎಂದು ಹೇಳಿದರು. xyxy=(6,150,226,253)
dasara-art-body-left xyxy=(6,1226,152,1488)
masthead-day: ಸೋಮವಾರ xyxy=(816,34,844,42)
program-cancelled-kicker: ಮೈಸೂರು: xyxy=(746,383,769,391)
dasara-text: ನಾಡಹಬ್ಬ ದಸರಾ ಮಹೋತ್ಸವದ ಅಂಗವಾಗಿ ಸೆಪ್ಟೆಂಬರ್ 24 ರಿಂದ 30 ರವರೆಗೆ ಯುವ ದಸರಾ ಕಾರ್ಯಕ್ರಮ ಆಯೋಜಿಸಲಾಗಿದೆ ಎಂದು ಪ್ರಕಟಣೆ ತಿಳಿಸಿದೆ. xyxy=(746,1063,941,1080)
anganwadi-text: ಮಹಿಳಾ ಮತ್ತು ಮಕ್ಕಳ ಅಭಿವೃದ್ಧಿ ಇಲಾಖೆ ವತಿಯಿಂದ ಜಿಲ್ಲೆಯ 9 ಶಿಶು ಅಭಿವೃದ್ಧಿ ಯೋಜನೆಗಳಲ್ಲಿ ಖಾಲಿ ಇರುವ ಅಂಗನವಾಡಿ ಕಾರ್ಯಕರ್ತೆ ಹಾಗೂ ಸಹಾಯಕಿಯರ ಹುದ್ದೆಗಳಿಗೆ ಅರ್ಜಿ ಆಹ್ವಾನಿಸಲಾಗಿದೆ. ಅರ್ಜಿ ಸಲ್ಲಿಸಲು ಅಕ್ಟೋಬರ್ 10 ಕೊನೆಯ ದಿನವಾಗಿದೆ. ಹೆಚ್ಚಿನ ಮಾಹಿತಿಗೆ ವೆಬ್‌ಸೈಟ್ ನೋಡಬಹುದು ಎಂದು ಉಪನಿರ್ದೇಶಕರು ತಿಳಿಸಿದ್ದಾರೆ. xyxy=(746,675,941,709)
photo-figure xyxy=(106,1003,146,1158)
dasara-art-kicker: ಬೆಂಗಳೂರು: xyxy=(6,1226,33,1234)
anganwadi-kicker: ಮೈಸೂರು: xyxy=(746,675,769,683)
column-divider xyxy=(460,1167,461,1487)
driver-post-body xyxy=(746,920,941,946)
